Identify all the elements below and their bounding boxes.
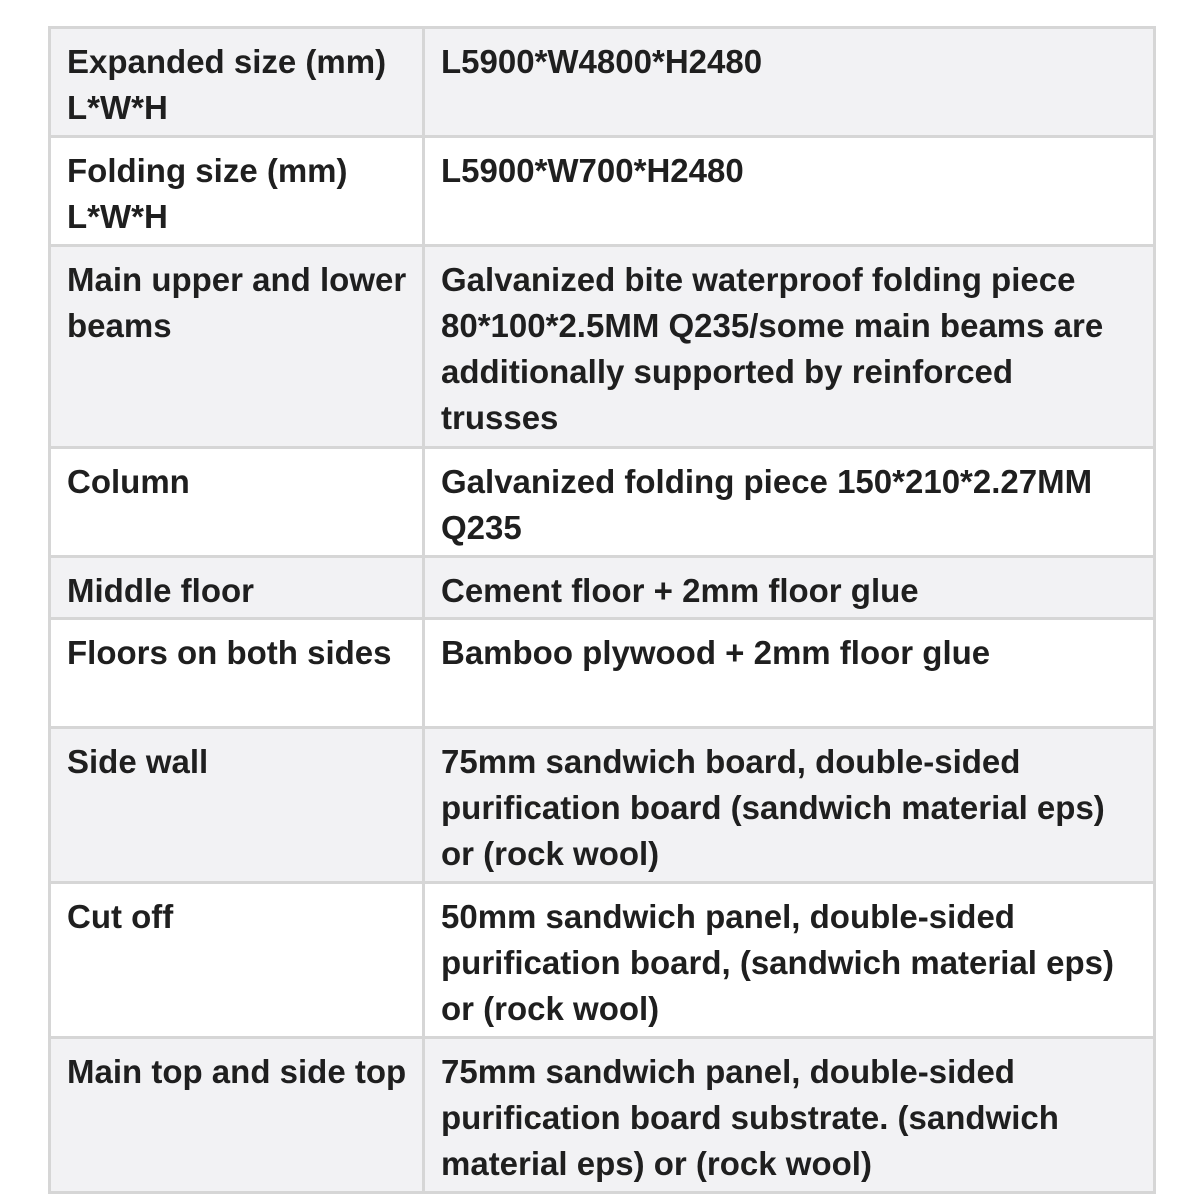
table-row xyxy=(50,28,1155,137)
row-value: 50mm sandwich panel, double-sided purification board, (sandwich material eps) or (rock wool) xyxy=(424,883,1155,1038)
row-label: Column xyxy=(50,448,424,557)
row-value: Bamboo plywood + 2mm floor glue xyxy=(424,619,1155,728)
row-value: Galvanized folding piece 150*210*2.27MM Q235 xyxy=(424,448,1155,557)
spec-table xyxy=(48,26,1156,1194)
row-label: Cut off xyxy=(50,883,424,1038)
table-row xyxy=(50,557,1155,619)
row-label: Floors on both sides xyxy=(50,619,424,728)
table-row xyxy=(50,883,1155,1038)
row-value: 75mm sandwich board, double-sided purification board (sandwich material eps) or (rock wool) xyxy=(424,728,1155,883)
row-label: Expanded size (mm) L*W*H xyxy=(50,28,424,137)
table-row xyxy=(50,619,1155,728)
row-value: Cement floor + 2mm floor glue xyxy=(424,557,1155,619)
row-label: Main upper and lower beams xyxy=(50,246,424,448)
row-label: Folding size (mm) L*W*H xyxy=(50,137,424,246)
row-value: L5900*W700*H2480 xyxy=(424,137,1155,246)
row-value: L5900*W4800*H2480 xyxy=(424,28,1155,137)
table-row xyxy=(50,246,1155,448)
row-label: Side wall xyxy=(50,728,424,883)
row-label: Middle floor xyxy=(50,557,424,619)
row-label: Main top and side top xyxy=(50,1038,424,1193)
row-value: Galvanized bite waterproof folding piece 80*100*2.5MM Q235/some main beams are additionally supported by reinforced trusses xyxy=(424,246,1155,448)
table-row xyxy=(50,448,1155,557)
table-row xyxy=(50,1038,1155,1193)
table-row xyxy=(50,137,1155,246)
row-value: 75mm sandwich panel, double-sided purification board substrate. (sandwich material eps) or (rock wool) xyxy=(424,1038,1155,1193)
table-row xyxy=(50,728,1155,883)
